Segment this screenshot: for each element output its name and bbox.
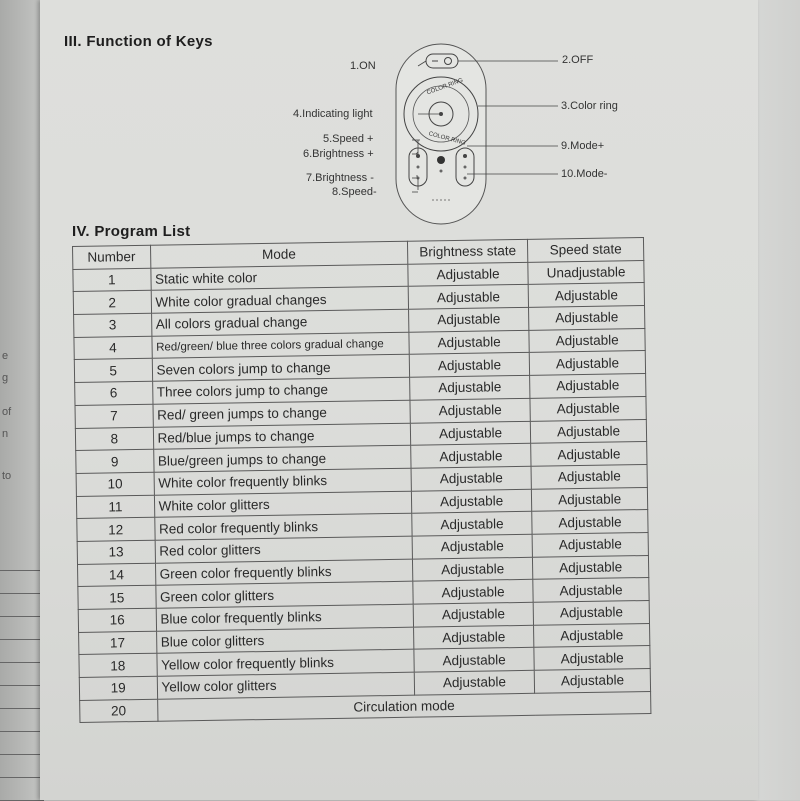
left-page-table	[0, 548, 45, 796]
cell-speed-state: Adjustable	[532, 532, 648, 557]
header-speed-state: Speed state	[528, 238, 644, 263]
label-mode-plus: 9.Mode+	[561, 140, 605, 152]
cell-speed-state: Adjustable	[533, 578, 649, 603]
cell-speed-state: Adjustable	[534, 623, 650, 648]
label-brightness-minus: 7.Brightness -	[306, 172, 374, 184]
cell-brightness-state: Adjustable	[412, 512, 533, 537]
cell-number: 13	[77, 540, 155, 564]
cell-speed-state: Adjustable	[528, 283, 644, 308]
cell-mode: Seven colors jump to change	[152, 355, 410, 382]
cell-brightness-state: Adjustable	[413, 625, 534, 650]
left-page-text: of	[2, 406, 12, 418]
cell-speed-state: Adjustable	[533, 555, 649, 580]
cell-brightness-state: Adjustable	[411, 489, 532, 514]
cell-number: 10	[76, 472, 154, 496]
cell-speed-state: Unadjustable	[528, 260, 644, 285]
cell-mode: Green color glitters	[155, 582, 413, 609]
cell-mode: Red/green/ blue three colors gradual change	[151, 332, 409, 359]
cell-brightness-state: Adjustable	[412, 534, 533, 559]
cell-mode: Red/ green jumps to change	[153, 400, 411, 427]
header-number: Number	[73, 245, 151, 269]
cell-brightness-state: Adjustable	[408, 262, 529, 287]
cell-number: 15	[78, 586, 156, 610]
header-mode: Mode	[150, 241, 408, 268]
cell-brightness-state: Adjustable	[408, 307, 529, 332]
cell-number: 16	[78, 608, 156, 632]
cell-mode: Blue color frequently blinks	[156, 604, 414, 631]
label-mode-minus: 10.Mode-	[561, 168, 608, 180]
label-color-ring: 3.Color ring	[561, 100, 618, 112]
cell-number: 14	[77, 563, 155, 587]
cell-brightness-state: Adjustable	[414, 670, 535, 695]
cell-mode: Green color frequently blinks	[155, 559, 413, 586]
cell-number: 4	[74, 336, 152, 360]
label-indicating-light: 4.Indicating light	[293, 108, 373, 120]
cell-mode: Red/blue jumps to change	[153, 423, 411, 450]
cell-mode: White color gradual changes	[151, 287, 409, 314]
cell-brightness-state: Adjustable	[410, 375, 531, 400]
cell-mode: Blue/green jumps to change	[153, 445, 411, 472]
cell-speed-state: Adjustable	[532, 487, 648, 512]
cell-number: 3	[74, 313, 152, 337]
cell-brightness-state: Adjustable	[409, 330, 530, 355]
cell-number: 12	[77, 517, 155, 541]
label-on: 1.ON	[350, 60, 376, 72]
cell-speed-state: Adjustable	[531, 419, 647, 444]
cell-speed-state: Adjustable	[533, 600, 649, 625]
cell-number: 7	[75, 404, 153, 428]
cell-brightness-state: Adjustable	[413, 602, 534, 627]
cell-speed-state: Adjustable	[529, 351, 645, 376]
cell-mode: White color glitters	[154, 491, 412, 518]
cell-number: 6	[75, 381, 153, 405]
cell-brightness-state: Adjustable	[412, 557, 533, 582]
cell-speed-state: Adjustable	[530, 396, 646, 421]
left-page-text: n	[2, 428, 9, 440]
ring-text-top: COLOR RING	[426, 77, 464, 97]
cell-number: 1	[73, 268, 151, 292]
cell-number: 17	[79, 631, 157, 655]
cell-number: 9	[76, 449, 154, 473]
cell-speed-state: Adjustable	[534, 669, 650, 694]
label-brightness-plus: 6.Brightness +	[303, 148, 374, 160]
cell-number: 5	[74, 359, 152, 383]
cell-number: 8	[75, 427, 153, 451]
cell-number: 11	[76, 495, 154, 519]
label-off: 2.OFF	[562, 54, 594, 66]
cell-brightness-state: Adjustable	[411, 444, 532, 469]
cell-mode: Blue color glitters	[156, 627, 414, 654]
cell-brightness-state: Adjustable	[408, 285, 529, 310]
program-list-table	[72, 237, 651, 723]
cell-mode: Red color frequently blinks	[154, 513, 412, 540]
manual-page	[40, 0, 758, 800]
program-list-body	[73, 260, 651, 723]
cell-mode: Yellow color glitters	[157, 672, 415, 699]
cell-mode: Red color glitters	[155, 536, 413, 563]
left-page-text: to	[2, 470, 12, 482]
left-page-text: e	[2, 350, 9, 362]
cell-number: 2	[73, 291, 151, 315]
cell-number: 19	[79, 676, 157, 700]
cell-mode: Three colors jump to change	[152, 377, 410, 404]
cell-mode: All colors gradual change	[151, 309, 409, 336]
next-page-edge	[754, 0, 800, 800]
cell-brightness-state: Adjustable	[414, 648, 535, 673]
left-page-text: g	[2, 372, 9, 384]
cell-brightness-state: Adjustable	[413, 580, 534, 605]
label-speed-minus: 8.Speed-	[332, 186, 377, 198]
cell-brightness-state: Adjustable	[409, 353, 530, 378]
cell-mode: Yellow color frequently blinks	[156, 650, 414, 677]
remote-diagram	[276, 40, 636, 230]
cell-speed-state: Adjustable	[529, 306, 645, 331]
cell-number: 20	[80, 699, 158, 723]
cell-brightness-state: Adjustable	[410, 398, 531, 423]
cell-speed-state: Adjustable	[531, 464, 647, 489]
cell-mode: Static white color	[150, 264, 408, 291]
section-title-function-of-keys: III. Function of Keys	[64, 33, 213, 50]
cell-speed-state: Adjustable	[532, 510, 648, 535]
ring-text-bottom: COLOR RING	[427, 131, 467, 147]
header-brightness-state: Brightness state	[407, 239, 528, 264]
cell-speed-state: Adjustable	[531, 442, 647, 467]
cell-number: 18	[79, 654, 157, 678]
cell-mode: White color frequently blinks	[154, 468, 412, 495]
cell-brightness-state: Adjustable	[410, 421, 531, 446]
cell-speed-state: Adjustable	[530, 374, 646, 399]
cell-brightness-state: Adjustable	[411, 466, 532, 491]
section-title-program-list: IV. Program List	[72, 223, 191, 240]
cell-speed-state: Adjustable	[534, 646, 650, 671]
label-speed-plus: 5.Speed +	[323, 133, 374, 145]
cell-mode-circulation: Circulation mode	[157, 691, 651, 721]
cell-speed-state: Adjustable	[529, 328, 645, 353]
